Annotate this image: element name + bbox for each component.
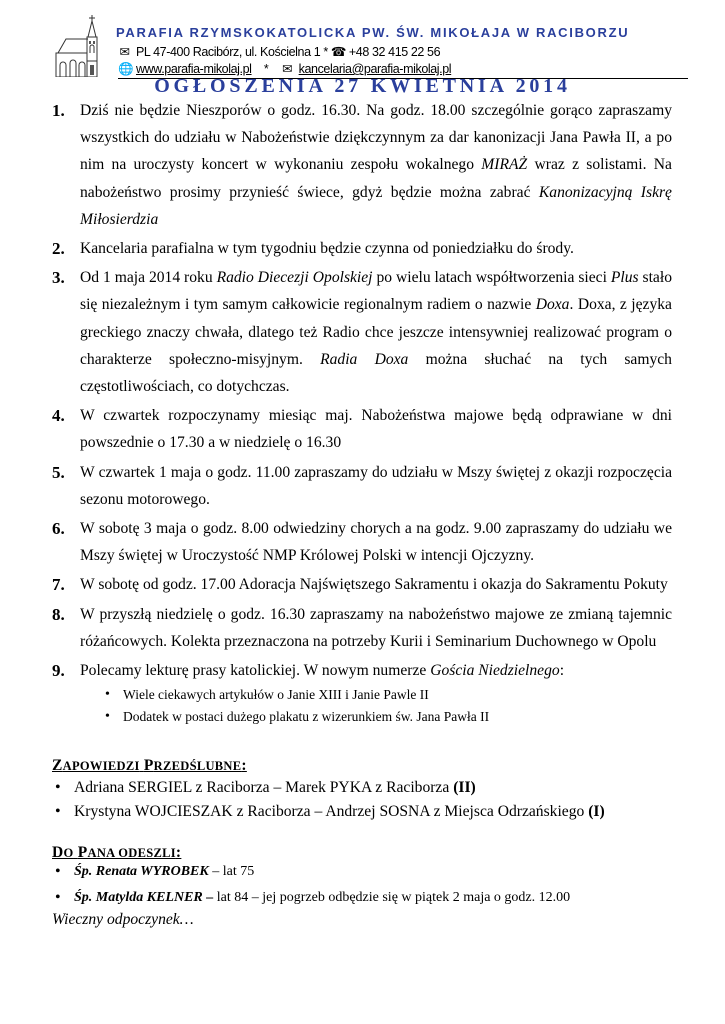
address: PL 47-400 Racibórz, ul. Kościelna 1 * xyxy=(136,45,328,59)
list-item xyxy=(52,885,672,911)
parish-header xyxy=(52,13,692,81)
text: lat 84 – jej pogrzeb odbędzie się w piątek 2 maja o godz. 12.00 xyxy=(213,890,571,905)
text: W czwartek rozpoczynamy miesiąc maj. Nabożeństwa majowe będą odprawiane w dni powszednie o 17.30 a w niedzielę o 16.30 xyxy=(80,407,672,452)
globe-icon: 🌐 xyxy=(118,62,134,76)
heading-part: Z xyxy=(52,757,63,774)
text-italic: Radio Diecezji Opolskiej xyxy=(216,269,373,287)
list-item: • Dodatek w postaci dużego plakatu z wizerunkiem św. Jana Pawła II xyxy=(80,706,672,728)
text-italic: Doxa xyxy=(535,296,570,314)
closing-line: Wieczny odpoczynek… xyxy=(52,911,194,928)
text: można słuchać na tych samych częstotliwościach, co dotychczas. xyxy=(80,350,672,396)
phone-number: +48 32 415 22 56 xyxy=(348,45,441,59)
item-number: 4. xyxy=(52,406,65,426)
announcement-9 xyxy=(52,657,672,728)
text: W sobotę od godz. 17.00 Adoracja Najświętszego Sakramentu i okazja do Sakramentu Pokuty xyxy=(80,576,668,594)
text-italic: Plus xyxy=(610,269,639,287)
item-number: 2. xyxy=(52,239,65,259)
heading-part: ANA ODESZLI xyxy=(87,846,176,860)
heading-part: P xyxy=(143,757,154,774)
announcement-2 xyxy=(52,235,672,262)
announcements-list xyxy=(52,97,672,730)
text-italic: Kanonizacyjną Iskrę Miłosierdzia xyxy=(80,183,672,228)
text: Polecamy lekturę prasy katolickiej. W nowym numerze xyxy=(80,662,431,680)
text: W przyszłą niedzielę o godz. 16.30 zapraszamy na nabożeństwo majowe ze zmianą tajemnic różańcowych. Kolekta przeznaczona na potrzeby Kurii i Seminarium Duchownego w Opolu xyxy=(80,605,672,650)
phone-icon: ☎ xyxy=(330,45,347,59)
heading-part: RZEDŚLUBNE xyxy=(153,759,242,773)
banns-count: (I) xyxy=(588,803,605,820)
item-number: 7. xyxy=(52,575,65,595)
list-item: • Wiele ciekawych artykułów o Janie XIII i Janie Pawle II xyxy=(80,684,672,706)
heading-part: O xyxy=(63,846,74,860)
heading-part: P xyxy=(77,844,88,861)
deceased-name: Śp. Matylda KELNER – xyxy=(74,890,214,905)
list-item xyxy=(52,859,672,885)
email-icon: ✉ xyxy=(282,62,293,76)
text: – lat 75 xyxy=(208,864,255,879)
parish-name: PARAFIA RZYMSKOKATOLICKA PW. ŚW. MIKOŁAJA W RACIBORZU xyxy=(116,25,630,40)
separator: * xyxy=(263,62,269,76)
heading-part: APOWIEDZI xyxy=(62,759,140,773)
announcement-1 xyxy=(52,97,672,233)
announcement-3 xyxy=(52,264,672,400)
heading-part: D xyxy=(52,844,64,861)
text: Od 1 maja 2014 roku xyxy=(80,269,217,287)
heading-part: : xyxy=(175,844,182,861)
mailbox-icon: ✉ xyxy=(119,45,130,59)
announcement-8 xyxy=(52,601,672,655)
item-number: 8. xyxy=(52,604,65,624)
announcement-4 xyxy=(52,402,672,456)
text: . Doxa, z języka greckiego znaczy chwała, dlatego też Radio chce jeszcze intensywniej realizować program o charakterze społeczno-misyjnym. xyxy=(80,296,672,368)
text-italic: Radia Doxa xyxy=(320,350,409,368)
announcement-7 xyxy=(52,571,672,598)
church-logo-icon xyxy=(52,13,106,77)
item-number: 3. xyxy=(52,268,65,288)
text: : xyxy=(559,662,565,680)
text: Kancelaria parafialna w tym tygodniu będzie czynna od poniedziałku do środy. xyxy=(80,240,574,258)
heading-part: : xyxy=(241,757,247,774)
list-item xyxy=(52,776,672,800)
announcement-9-subitems xyxy=(80,684,672,728)
page-title: OGŁOSZENIA 27 KWIETNIA 2014 xyxy=(154,75,571,97)
text: wraz z solistami. Na nabożeństwo prosimy przynieść świece, gdyż będzie można zabrać xyxy=(80,156,672,201)
text-italic: Gościa Niedzielnego xyxy=(430,662,560,680)
item-number: 6. xyxy=(52,519,65,539)
email-link[interactable]: kancelaria@parafia-mikolaj.pl xyxy=(298,62,452,76)
text-italic: MIRAŻ xyxy=(481,156,528,174)
text: Adriana SERGIEL z Raciborza – Marek PYKA z Raciborza xyxy=(74,779,454,796)
list-item xyxy=(52,800,672,824)
item-number: 9. xyxy=(52,661,65,681)
banns-heading xyxy=(52,757,247,775)
announcement-6 xyxy=(52,515,672,569)
address-line xyxy=(118,44,440,59)
announcement-5 xyxy=(52,459,672,513)
banns-list xyxy=(52,776,672,824)
deceased-list xyxy=(52,859,672,911)
banns-count: (II) xyxy=(453,779,476,796)
text: W czwartek 1 maja o godz. 11.00 zapraszamy do udziału w Mszy świętej z okazji rozpoczęcia sezonu motorowego. xyxy=(80,463,672,508)
deceased-name: Śp. Renata WYROBEK xyxy=(74,864,209,879)
text: po wielu latach współtworzenia sieci xyxy=(372,269,611,287)
text: Dziś nie będzie Nieszporów o godz. 16.30. Na godz. 18.00 szczególnie gorąco zapraszamy wszystkich do udziału w Nabożeństwie dziękczynnym za dar kanonizacji Jana Pawła II, a po nim na uroczysty koncert w wykonaniu zespołu wokalnego xyxy=(80,102,672,174)
item-number: 1. xyxy=(52,101,65,120)
website-link[interactable]: www.parafia-mikolaj.pl xyxy=(136,62,252,76)
text: Krystyna WOJCIESZAK z Raciborza – Andrzej SOSNA z Miejsca Odrzańskiego xyxy=(74,803,589,820)
text: stało się niezależnym i tym samym całkowicie regionalnym radiem o nazwie xyxy=(80,269,672,314)
text: W sobotę 3 maja o godz. 8.00 odwiedziny chorych a na godz. 9.00 zapraszamy do udziału we Mszy świętej w Uroczystość NMP Królowej Polski w intencji Ojczyzny. xyxy=(80,520,672,565)
item-number: 5. xyxy=(52,462,65,482)
